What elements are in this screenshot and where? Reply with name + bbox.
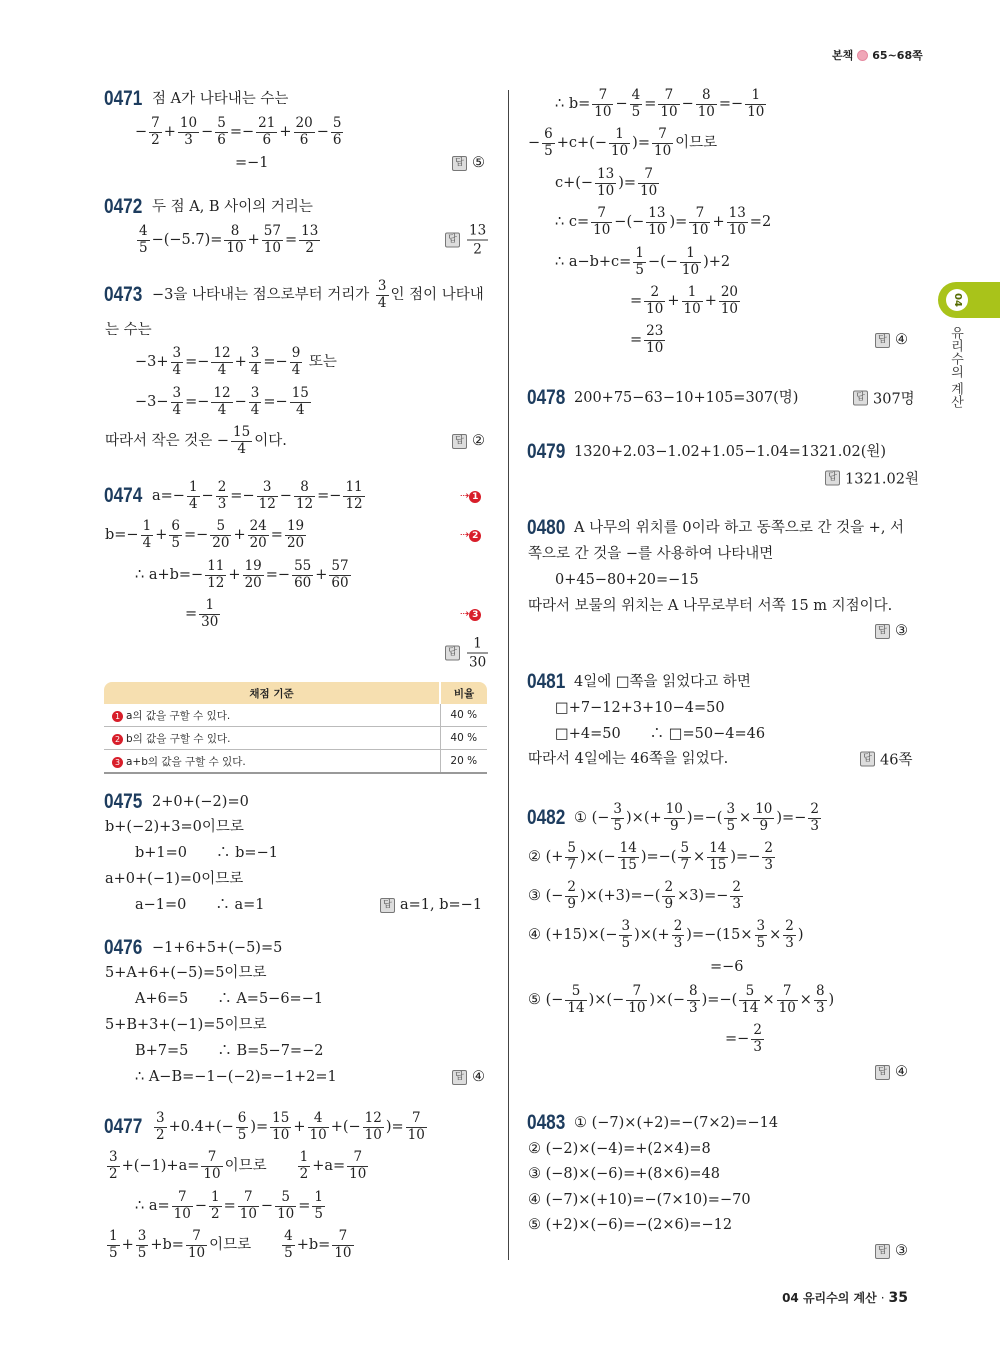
page-number: 35	[888, 1289, 908, 1306]
fraction: $\frac{3}{5}$	[613, 801, 623, 834]
answer-value: ③	[895, 623, 908, 639]
criteria-text: a의 값을 구할 수 있다.	[126, 709, 231, 722]
fraction: $\frac{7}{10}$	[594, 87, 612, 120]
solution-line: 4일에 □쪽을 읽었다고 하면	[574, 673, 751, 690]
table-row	[104, 750, 487, 774]
solution-line: =−1	[235, 154, 269, 171]
answer	[445, 636, 490, 671]
fraction: $\frac{5}{14}$	[741, 983, 759, 1016]
answer-value	[465, 223, 490, 258]
solution-line: a+0+(−1)=0이므로	[105, 870, 244, 887]
answer-value: ④	[895, 1064, 908, 1080]
fraction: $\frac{6}{5}$	[237, 1110, 247, 1143]
fraction: $\frac{3}{4}$	[250, 345, 260, 378]
solution-line: 따라서 4일에는 46쪽을 읽었다.	[528, 750, 729, 767]
step-marker-1: ⇢ 1	[460, 489, 481, 503]
step-marker-2: ⇢ 2	[460, 528, 481, 542]
solution-line: ① (− $\frac{3}{5}$ )×(+ $\frac{10}{9}$ )=−( $\frac{3}{5}$ × $\frac{10}{9}$ )=− $\frac{2}{3}$	[574, 801, 819, 834]
criteria-text: a+b의 값을 구할 수 있다.	[126, 755, 246, 768]
scoring-criteria-table	[104, 682, 487, 774]
solution-line: 쪽으로 간 것을 −를 사용하여 나타내면	[528, 545, 774, 562]
fraction: $\frac{12}{4}$	[213, 345, 231, 378]
solution-line: = $\frac{23}{10}$	[630, 323, 664, 356]
fraction: $\frac{5}{20}$	[212, 518, 230, 551]
ratio: 40 %	[440, 704, 487, 727]
fraction: $\frac{2}{3}$	[753, 1022, 762, 1055]
fraction: $\frac{10}{9}$	[665, 801, 683, 834]
fraction: $\frac{2}{3}$	[764, 840, 773, 873]
problem-number: 0478	[527, 386, 566, 409]
page-footer	[782, 1289, 908, 1306]
solution-line: ① (−7)×(+2)=−(7×2)=−14	[574, 1114, 779, 1131]
fraction: $\frac{3}{4}$	[250, 385, 260, 418]
fraction: $\frac{3}{2}$	[156, 1110, 165, 1143]
fraction: $\frac{2}{3}$	[732, 879, 741, 912]
fraction: $\frac{9}{4}$	[291, 345, 301, 378]
fraction: $\frac{13}{10}$	[597, 166, 615, 199]
solution-line: 따라서 작은 것은 − $\frac{15}{4}$ 이다.	[105, 424, 287, 457]
problem-number: 0474	[104, 484, 143, 507]
fraction: $\frac{2}{9}$	[664, 879, 674, 912]
fraction: $\frac{4}{5}$	[631, 87, 641, 120]
answer-icon: 답	[825, 471, 840, 486]
fraction: $\frac{23}{10}$	[646, 323, 664, 356]
answer	[445, 223, 490, 258]
answer-value: ⑤	[472, 155, 485, 171]
fraction: $\frac{15}{4}$	[291, 385, 309, 418]
solution-line: B+7=5 ∴ B=5−7=−2	[135, 1042, 324, 1059]
fraction: $\frac{7}{10}$	[407, 1110, 425, 1143]
answer-value: ③	[895, 1243, 908, 1259]
fraction: $\frac{55}{60}$	[294, 558, 312, 591]
fraction: $\frac{6}{5}$	[544, 126, 553, 159]
answer-icon: 답	[875, 333, 890, 348]
solution-line: A+6=5 ∴ A=5−6=−1	[135, 990, 324, 1007]
fraction: $\frac{1}{5}$	[109, 1228, 118, 1261]
fraction: $\frac{1}{4}$	[188, 479, 198, 512]
solution-line: −3− $\frac{3}{4}$ =− $\frac{12}{4}$ − $\frac{3}{4}$ =− $\frac{15}{4}$	[135, 385, 309, 418]
footer-chapter: 04 유리수의 계산	[782, 1291, 877, 1305]
solution-line: ⑤ (− $\frac{5}{14}$ )×(− $\frac{7}{10}$ )×(− $\frac{8}{3}$ )=−( $\frac{5}{14}$ × $\frac{7}{10}$ × $\frac{8}{3}$ )	[528, 983, 835, 1016]
solution-line: $\frac{4}{5}$ −(−5.7)= $\frac{8}{10}$ + $\frac{57}{10}$ = $\frac{13}{2}$	[139, 223, 319, 256]
fraction: $\frac{4}{5}$	[139, 223, 148, 256]
answer-icon: 답	[445, 646, 460, 661]
solution-line: 따라서 보물의 위치는 A 나무로부터 서쪽 15 m 지점이다.	[528, 597, 893, 614]
answer-value: 46쪽	[880, 752, 913, 769]
fraction: $\frac{3}{5}$	[756, 918, 766, 951]
solution-line: 점 A가 나타내는 수는	[152, 90, 289, 107]
fraction: $\frac{7}{10}$	[203, 1149, 221, 1182]
fraction: $\frac{57}{60}$	[331, 558, 349, 591]
fraction: $\frac{1}{30}$	[201, 597, 219, 630]
fraction: $\frac{6}{5}$	[171, 518, 180, 551]
fraction: $\frac{13}{2}$	[469, 222, 487, 258]
fraction: $\frac{13}{10}$	[648, 205, 666, 238]
fraction: $\frac{1}{30}$	[469, 635, 487, 671]
problem-number: 0477	[104, 1115, 143, 1138]
fraction: $\frac{8}{3}$	[689, 983, 698, 1016]
answer-icon: 답	[452, 1070, 467, 1085]
fraction: $\frac{10}{9}$	[755, 801, 773, 834]
fraction: $\frac{3}{5}$	[137, 1228, 147, 1261]
table-row	[104, 704, 487, 727]
fraction: $\frac{1}{2}$	[210, 1189, 220, 1222]
problem-number: 0480	[527, 516, 566, 539]
ratio-header: 비율	[440, 682, 487, 704]
fraction: $\frac{20}{10}$	[720, 284, 739, 317]
solution-line: ② (−2)×(−4)=+(2×4)=8	[528, 1140, 711, 1157]
step-marker-3: ⇢ 3	[460, 607, 481, 621]
solution-line: 1320+2.03−1.02+1.05−1.04=1321.02(원)	[574, 443, 887, 460]
solution-line: b+1=0 ∴ b=−1	[135, 844, 278, 861]
fraction: $\frac{7}{10}$	[778, 983, 796, 1016]
fraction: $\frac{8}{12}$	[295, 479, 314, 512]
problem-number: 0473	[104, 283, 143, 306]
fraction: $\frac{2}{10}$	[646, 284, 664, 317]
fraction: $\frac{19}{20}$	[244, 558, 262, 591]
fraction: $\frac{7}{10}$	[653, 126, 672, 159]
fraction: $\frac{1}{10}$	[681, 245, 700, 278]
solution-line: − $\frac{6}{5}$ +c+(− $\frac{1}{10}$ )= $\frac{7}{10}$ 이므로	[528, 126, 718, 159]
solution-line: ∴ a−b+c= $\frac{1}{5}$ −(− $\frac{1}{10}$ )+2	[555, 245, 731, 278]
problem-number: 0475	[104, 790, 143, 813]
solution-line: −1+6+5+(−5)=5	[152, 939, 283, 956]
solution-line: a−1=0 ∴ a=1	[135, 896, 265, 913]
solution-line: b=− $\frac{1}{4}$ + $\frac{6}{5}$ =− $\frac{5}{20}$ + $\frac{24}{20}$ = $\frac{19}{20}$	[105, 518, 305, 551]
fraction: $\frac{20}{6}$	[295, 115, 313, 148]
chapter-title: 유리수의 계산	[948, 326, 963, 409]
solution-line: 0+45−80+20=−15	[555, 571, 699, 588]
fraction: $\frac{24}{20}$	[249, 518, 267, 551]
fraction: $\frac{2}{3}$	[785, 918, 794, 951]
fraction: $\frac{14}{15}$	[709, 840, 727, 873]
fraction: $\frac{1}{10}$	[747, 87, 765, 120]
fraction: $\frac{19}{20}$	[286, 518, 305, 551]
fraction: $\frac{7}{10}$	[640, 166, 658, 199]
ratio: 40 %	[440, 727, 487, 750]
answer	[875, 623, 908, 639]
solution-line: $\frac{1}{5}$ + $\frac{3}{5}$ +b= $\frac{7}{10}$ 이므로 $\frac{4}{5}$ +b= $\frac{7}{10}$	[109, 1228, 352, 1261]
fraction: $\frac{12}{4}$	[213, 385, 231, 418]
fraction: $\frac{7}{10}$	[173, 1189, 191, 1222]
fraction: $\frac{3}{4}$	[172, 345, 182, 378]
answer-icon: 답	[452, 434, 467, 449]
fraction: $\frac{11}{12}$	[207, 558, 225, 591]
fraction: $\frac{1}{10}$	[683, 284, 701, 317]
solution-line: b+(−2)+3=0이므로	[105, 818, 244, 835]
fraction: $\frac{3}{2}$	[109, 1149, 118, 1182]
table-row	[104, 727, 487, 750]
answer	[875, 1064, 908, 1080]
solution-line: 는 수는	[105, 321, 152, 338]
solution-line: ∴ b= $\frac{7}{10}$ − $\frac{4}{5}$ = $\frac{7}{10}$ − $\frac{8}{10}$ =− $\frac{1}{10}$	[555, 87, 765, 120]
answer-value	[465, 636, 490, 671]
answer	[860, 749, 912, 770]
answer-icon: 답	[860, 752, 875, 767]
fraction: $\frac{1}{2}$	[299, 1149, 309, 1182]
fraction: $\frac{5}{6}$	[217, 115, 226, 148]
solution-line: □+7−12+3+10−4=50	[555, 699, 725, 716]
solution-line: 2+0+(−2)=0	[152, 793, 249, 810]
fraction: $\frac{7}{2}$	[151, 115, 160, 148]
answer	[380, 897, 482, 913]
fraction: $\frac{15}{10}$	[272, 1110, 290, 1143]
fraction: $\frac{5}{10}$	[277, 1189, 295, 1222]
solution-line: 5+A+6+(−5)=5이므로	[105, 964, 267, 981]
answer-icon: 답	[452, 156, 467, 171]
page-range: 65~68쪽	[872, 49, 923, 62]
answer-value: ④	[895, 332, 908, 348]
answer-value: 1321.02원	[845, 471, 919, 488]
fraction: $\frac{7}{10}$	[593, 205, 611, 238]
fraction: $\frac{3}{4}$	[377, 278, 387, 311]
solution-line: ④ (+15)×(− $\frac{3}{5}$ )×(+ $\frac{2}{3}$ )=−(15× $\frac{3}{5}$ × $\frac{2}{3}$ )	[528, 918, 804, 951]
answer	[875, 332, 908, 348]
solution-line: ② (+ $\frac{5}{7}$ )×(− $\frac{14}{15}$ )=−( $\frac{5}{7}$ × $\frac{14}{15}$ )=− $\frac{2}{3}$	[528, 840, 773, 873]
ratio: 20 %	[440, 750, 487, 774]
answer-icon: 답	[875, 624, 890, 639]
fraction: $\frac{7}{10}$	[349, 1149, 367, 1182]
fraction: $\frac{2}{9}$	[567, 879, 577, 912]
answer	[452, 433, 485, 449]
solution-line: a=− $\frac{1}{4}$ − $\frac{2}{3}$ =− $\frac{3}{12}$ − $\frac{8}{12}$ =− $\frac{11}{12}$	[152, 479, 363, 512]
solution-line: = $\frac{1}{30}$	[185, 597, 219, 630]
fraction: $\frac{10}{3}$	[179, 115, 198, 148]
fraction: $\frac{7}{10}$	[628, 983, 646, 1016]
step-marker: 3	[112, 757, 123, 768]
fraction: $\frac{5}{7}$	[680, 840, 690, 873]
answer-icon: 답	[445, 233, 460, 248]
answer-icon: 답	[875, 1244, 890, 1259]
problem-number: 0481	[527, 670, 566, 693]
problem-number: 0471	[104, 87, 143, 110]
solution-line: ③ (−8)×(−6)=+(8×6)=48	[528, 1165, 720, 1182]
fraction: $\frac{1}{4}$	[142, 518, 152, 551]
fraction: $\frac{1}{10}$	[610, 126, 629, 159]
answer	[875, 1243, 908, 1259]
answer-icon: 답	[380, 898, 395, 913]
solution-line: ∴ A−B=−1−(−2)=−1+2=1	[135, 1068, 337, 1085]
fraction: $\frac{4}{5}$	[284, 1228, 293, 1261]
solution-line: =−6	[710, 958, 744, 975]
chapter-tab[interactable]	[938, 282, 1000, 318]
fraction: $\frac{7}{10}$	[187, 1228, 206, 1261]
criteria-header: 채점 기준	[104, 682, 440, 704]
solution-line: ∴ c= $\frac{7}{10}$ −(− $\frac{13}{10}$ )= $\frac{7}{10}$ + $\frac{13}{10}$ =2	[555, 205, 772, 238]
problem-number: 0472	[104, 195, 143, 218]
solution-line: ∴ a+b=− $\frac{11}{12}$ + $\frac{19}{20}$ =− $\frac{55}{60}$ + $\frac{57}{60}$	[135, 558, 349, 591]
answer-value: ④	[472, 1069, 485, 1085]
fraction: $\frac{7}{10}$	[660, 87, 678, 120]
solution-line: ④ (−7)×(+10)=−(7×10)=−70	[528, 1191, 751, 1208]
fraction: $\frac{13}{2}$	[301, 223, 319, 256]
fraction: $\frac{15}{4}$	[233, 424, 251, 457]
bullet-icon	[857, 50, 868, 61]
fraction: $\frac{7}{10}$	[239, 1189, 257, 1222]
solution-line: = $\frac{2}{10}$ + $\frac{1}{10}$ + $\frac{20}{10}$	[630, 284, 739, 317]
solution-line: − $\frac{7}{2}$ + $\frac{10}{3}$ − $\frac{5}{6}$ =− $\frac{21}{6}$ + $\frac{20}{6}$ − $\frac{5}{6}$	[135, 115, 342, 148]
fraction: $\frac{11}{12}$	[345, 479, 363, 512]
fraction: $\frac{2}{3}$	[673, 918, 683, 951]
answer-value: ②	[472, 433, 485, 449]
solution-line: ③ (− $\frac{2}{9}$ )×(+3)=−( $\frac{2}{9}$ ×3)=− $\frac{2}{3}$	[528, 879, 741, 912]
problem-number: 0483	[527, 1111, 566, 1134]
fraction: $\frac{12}{10}$	[364, 1110, 382, 1143]
fraction: $\frac{5}{7}$	[567, 840, 577, 873]
fraction: $\frac{1}{5}$	[635, 245, 644, 278]
fraction: $\frac{13}{10}$	[728, 205, 746, 238]
answer-value: a=1, b=−1	[400, 897, 483, 913]
answer	[452, 155, 485, 171]
answer	[825, 468, 919, 489]
fraction: $\frac{3}{12}$	[258, 479, 276, 512]
fraction: $\frac{3}{5}$	[621, 918, 631, 951]
fraction: $\frac{3}{4}$	[172, 385, 182, 418]
fraction: $\frac{8}{10}$	[226, 223, 244, 256]
answer-value: 307명	[873, 391, 915, 408]
solution-line: $\frac{3}{2}$ +(−1)+a= $\frac{7}{10}$ 이므로 $\frac{1}{2}$ +a= $\frac{7}{10}$	[109, 1149, 367, 1182]
solution-line: 5+B+3+(−1)=5이므로	[105, 1016, 267, 1033]
fraction: $\frac{1}{5}$	[314, 1189, 324, 1222]
solution-line: −3을 나타내는 점으로부터 거리가 $\frac{3}{4}$ 인 점이 나타내	[152, 278, 484, 311]
fraction: $\frac{14}{15}$	[619, 840, 637, 873]
answer-icon: 답	[853, 391, 868, 406]
solution-line: =− $\frac{2}{3}$	[725, 1022, 762, 1055]
fraction: $\frac{57}{10}$	[263, 223, 281, 256]
chapter-number: 04	[946, 289, 968, 311]
fraction: $\frac{8}{3}$	[815, 983, 825, 1016]
fraction: $\frac{2}{3}$	[217, 479, 227, 512]
fraction: $\frac{4}{10}$	[309, 1110, 327, 1143]
fraction: $\frac{2}{3}$	[810, 801, 819, 834]
problem-number: 0482	[527, 806, 566, 829]
fraction: $\frac{7}{10}$	[334, 1228, 352, 1261]
problem-number: 0479	[527, 440, 566, 463]
step-marker: 1	[112, 711, 123, 722]
solution-line: $\frac{3}{2}$ +0.4+(− $\frac{6}{5}$ )= $\frac{15}{10}$ + $\frac{4}{10}$ +(− $\frac{12}{10}$ )= $\frac{7}{10}$	[156, 1110, 425, 1143]
textbook-page-reference	[832, 47, 923, 63]
footer-separator: ·	[880, 1290, 885, 1305]
solution-line: A 나무의 위치를 0이라 하고 동쪽으로 간 것을 +, 서	[574, 519, 905, 536]
problem-number: 0476	[104, 936, 143, 959]
solution-line: c+(− $\frac{13}{10}$ )= $\frac{7}{10}$	[555, 166, 658, 199]
solution-line: 200+75−63−10+105=307(명)	[574, 389, 799, 406]
fraction: $\frac{21}{6}$	[258, 115, 276, 148]
answer-icon: 답	[875, 1065, 890, 1080]
solution-line: −3+ $\frac{3}{4}$ =− $\frac{12}{4}$ + $\frac{3}{4}$ =− $\frac{9}{4}$ 또는	[135, 345, 337, 378]
criteria-text: b의 값을 구할 수 있다.	[126, 732, 231, 745]
answer	[452, 1069, 485, 1085]
fraction: $\frac{8}{10}$	[697, 87, 715, 120]
solution-line: ∴ a= $\frac{7}{10}$ − $\frac{1}{2}$ = $\frac{7}{10}$ − $\frac{5}{10}$ = $\frac{1}{5}$	[135, 1189, 324, 1222]
solution-line: 두 점 A, B 사이의 거리는	[152, 198, 313, 215]
fraction: $\frac{3}{5}$	[726, 801, 736, 834]
step-marker: 2	[112, 734, 123, 745]
fraction: $\frac{5}{14}$	[567, 983, 585, 1016]
answer	[853, 388, 915, 409]
column-divider	[508, 90, 509, 1260]
book-label: 본책	[832, 49, 854, 62]
solution-line: ⑤ (+2)×(−6)=−(2×6)=−12	[528, 1216, 733, 1233]
fraction: $\frac{7}{10}$	[691, 205, 709, 238]
fraction: $\frac{5}{6}$	[332, 115, 342, 148]
solution-line: □+4=50 ∴ □=50−4=46	[555, 725, 766, 742]
